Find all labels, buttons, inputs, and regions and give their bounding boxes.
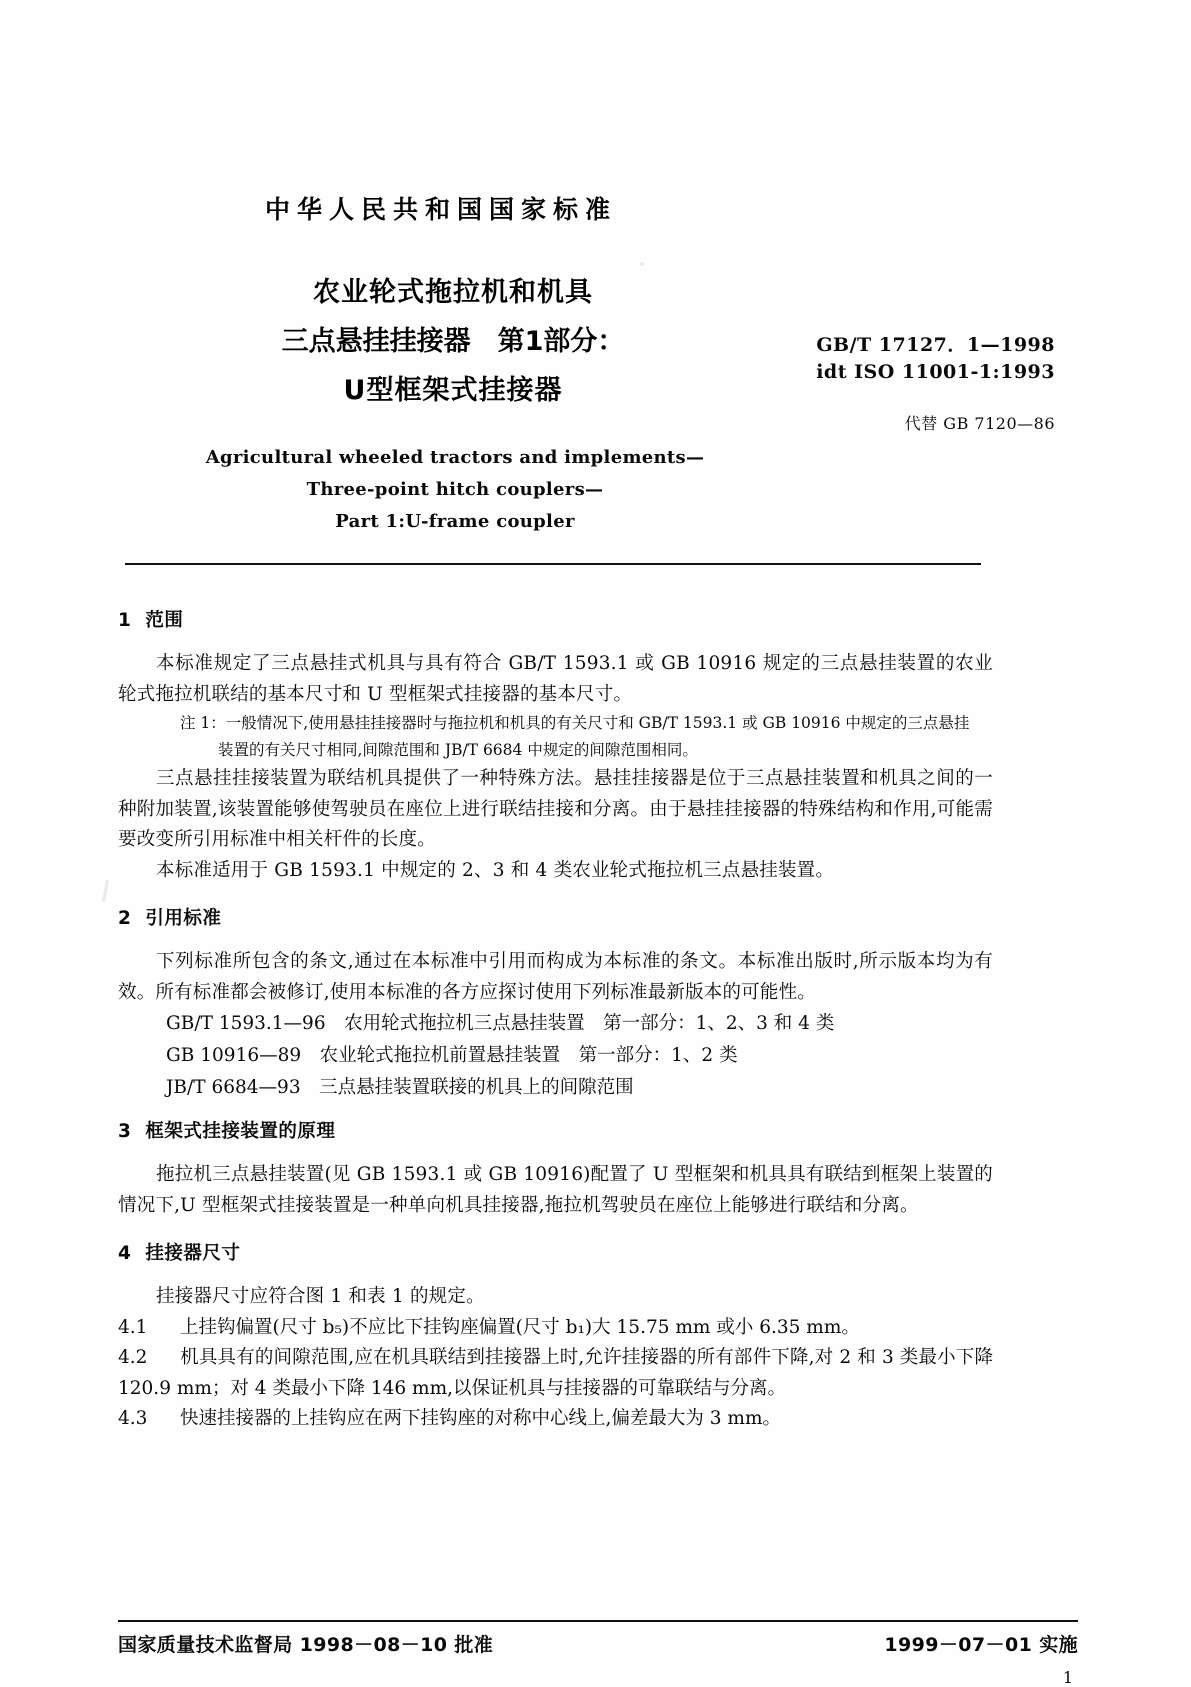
chinese-title-line-3: U型框架式挂接器 bbox=[343, 375, 563, 406]
clause-text: 快速挂接器的上挂钩应在两下挂钩座的对称中心线上,偏差最大为 3 mm。 bbox=[180, 1408, 781, 1429]
english-title-line-1: Agricultural wheeled tractors and implements— bbox=[205, 447, 705, 468]
section-4-paragraph-1: 挂接器尺寸应符合图 1 和表 1 的规定。 bbox=[156, 1286, 485, 1307]
header-divider-rule bbox=[125, 563, 981, 565]
clause-number: 4.1 bbox=[118, 1316, 148, 1338]
section-1-note-1-continued: 装置的有关尺寸相同,间隙范围和 JB/T 6684 中规定的间隙范围相同。 bbox=[218, 741, 698, 759]
section-heading-3 bbox=[118, 1119, 993, 1145]
page-footer bbox=[118, 1630, 1078, 1657]
document-body bbox=[118, 608, 993, 1435]
masthead bbox=[125, 190, 1065, 538]
idt-iso-number: idt ISO 11001-1:1993 bbox=[816, 361, 1055, 383]
clause-4-2 bbox=[118, 1343, 993, 1404]
section-heading-2 bbox=[118, 906, 993, 932]
english-title-line-3: Part 1:U-frame coupler bbox=[335, 511, 575, 532]
section-title-1: 范围 bbox=[145, 610, 184, 631]
clause-number: 4.2 bbox=[118, 1347, 148, 1368]
english-title-line-2: Three-point hitch couplers— bbox=[306, 479, 604, 500]
approval-statement: 国家质量技术监督局 1998－08－10 批准 bbox=[118, 1634, 494, 1656]
chinese-title bbox=[143, 268, 763, 415]
section-1-note-1: 注 1：一般情况下,使用悬挂挂接器时与拖拉机和机具的有关尺寸和 GB/T 1593.1 或 GB 10916 中规定的三点悬挂 bbox=[180, 714, 970, 732]
section-number-1: 1 bbox=[118, 610, 132, 631]
clause-number: 4.3 bbox=[118, 1408, 148, 1429]
clause-text: 上挂钩偏置(尺寸 b₅)不应比下挂钩座偏置(尺寸 b₁)大 15.75 mm 或小 6.35 mm。 bbox=[180, 1316, 860, 1338]
reference-item: JB/T 6684—93 三点悬挂装置联接的机具上的间隙范围 bbox=[166, 1077, 634, 1098]
chinese-title-line-1: 农业轮式拖拉机和机具 bbox=[313, 277, 593, 308]
page-number: 1 bbox=[1062, 1668, 1073, 1687]
section-1-paragraph-2: 三点悬挂挂接装置为联结机具提供了一种特殊方法。悬挂挂接器是位于三点悬挂装置和机具之间的一种附加装置,该装置能够使驾驶员在座位上进行联结挂接和分离。由于悬挂挂接器的特殊结构和作用,可能需要改变所引用标准中相关杆件的长度。 bbox=[118, 768, 993, 850]
section-number-3: 3 bbox=[118, 1121, 132, 1142]
section-title-2: 引用标准 bbox=[145, 908, 222, 929]
section-1-paragraph-1: 本标准规定了三点悬挂式机具与具有符合 GB/T 1593.1 或 GB 10916 规定的三点悬挂装置的农业轮式拖拉机联结的基本尺寸和 U 型框架式挂接器的基本尺寸。 bbox=[118, 653, 993, 705]
section-number-2: 2 bbox=[118, 908, 132, 929]
chinese-title-line-2: 三点悬挂挂接器 第1部分： bbox=[281, 326, 625, 357]
standard-number-block bbox=[725, 330, 1055, 434]
footer-divider-rule bbox=[118, 1620, 1078, 1622]
effective-date: 1999－07－01 实施 bbox=[884, 1634, 1078, 1656]
national-standard-heading: 中华人民共和国国家标准 bbox=[265, 195, 618, 224]
reference-item: GB/T 1593.1—96 农用轮式拖拉机三点悬挂装置 第一部分：1、2、3 和 4 类 bbox=[166, 1013, 835, 1034]
section-title-4: 挂接器尺寸 bbox=[145, 1243, 241, 1264]
clause-text: 机具具有的间隙范围,应在机具联结到挂接器上时,允许挂接器的所有部件下降,对 2 和 3 类最小下降 120.9 mm；对 4 类最小下降 146 mm,以保证机具与挂接器的可靠联结与分离。 bbox=[118, 1347, 993, 1399]
scan-artifact bbox=[102, 880, 109, 902]
section-3-paragraph-1: 拖拉机三点悬挂装置(见 GB 1593.1 或 GB 10916)配置了 U 型框架和机具具有联结到框架上装置的情况下,U 型框架式挂接装置是一种单向机具挂接器,拖拉机驾驶员在座位上能够进行联结和分离。 bbox=[118, 1164, 993, 1216]
clause-4-3 bbox=[118, 1404, 993, 1435]
section-heading-1 bbox=[118, 608, 993, 634]
english-title bbox=[135, 442, 775, 538]
section-title-3: 框架式挂接装置的原理 bbox=[145, 1121, 336, 1142]
title-zone bbox=[125, 268, 1065, 433]
section-1-paragraph-3: 本标准适用于 GB 1593.1 中规定的 2、3 和 4 类农业轮式拖拉机三点悬挂装置。 bbox=[156, 859, 835, 881]
section-2-paragraph-1: 下列标准所包含的条文,通过在本标准中引用而构成为本标准的条文。本标准出版时,所示版本均为有效。所有标准都会被修订,使用本标准的各方应探讨使用下列标准最新版本的可能性。 bbox=[118, 951, 993, 1003]
clause-4-1 bbox=[118, 1313, 993, 1344]
reference-item: GB 10916—89 农业轮式拖拉机前置悬挂装置 第一部分：1、2 类 bbox=[166, 1045, 738, 1066]
replaces-standard: 代替 GB 7120—86 bbox=[904, 414, 1055, 433]
section-number-4: 4 bbox=[118, 1243, 132, 1264]
standard-number: GB/T 17127．1—1998 bbox=[816, 334, 1055, 356]
section-heading-4 bbox=[118, 1241, 993, 1267]
